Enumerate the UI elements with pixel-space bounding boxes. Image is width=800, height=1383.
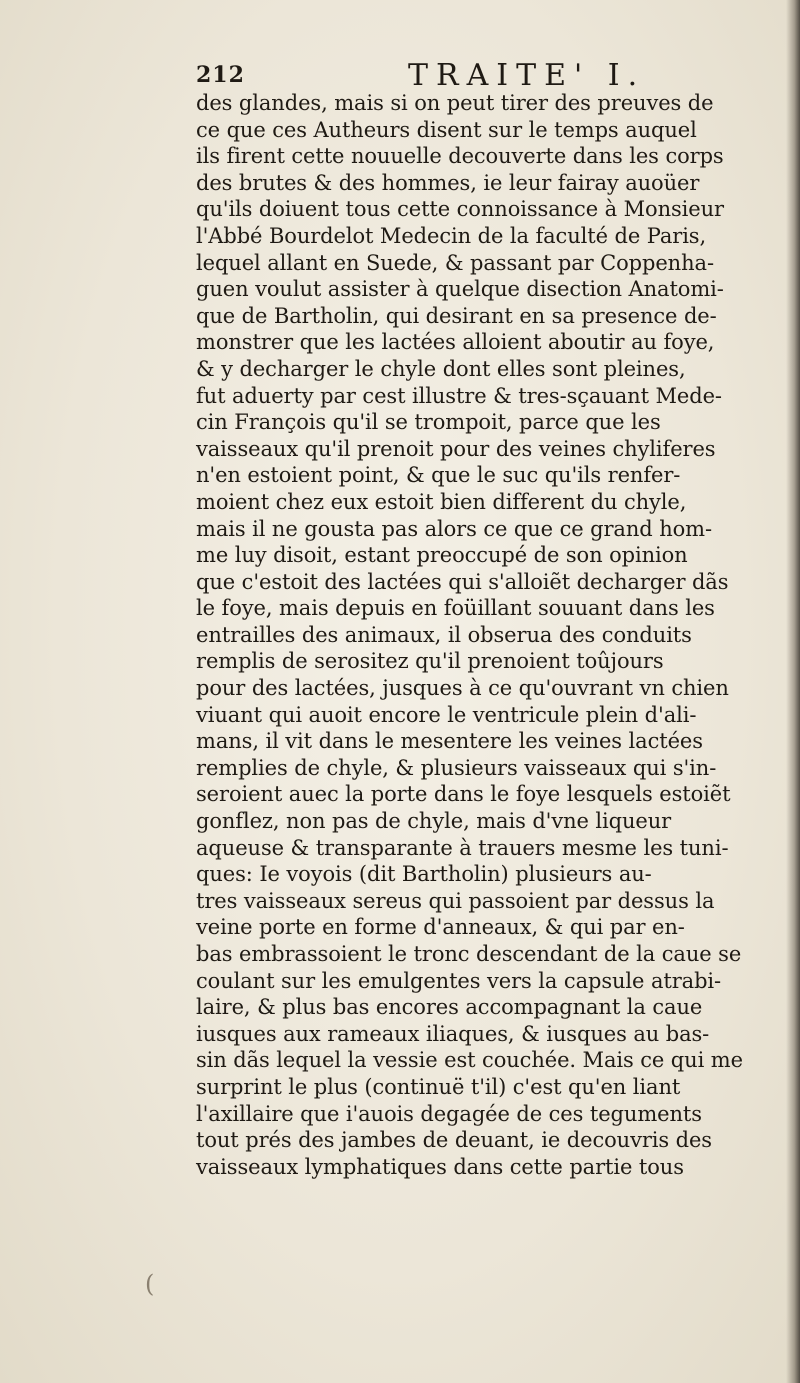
text-line: guen voulut assister à quelque disection Anatomi- bbox=[196, 277, 724, 302]
text-line: tres vaisseaux sereus qui passoient par dessus la bbox=[196, 888, 715, 913]
text-line: aqueuse & transparante à trauers mesme les tuni- bbox=[196, 835, 729, 860]
text-line: viuant qui auoit encore le ventricule plein d'ali- bbox=[196, 702, 697, 727]
text-line: & y decharger le chyle dont elles sont pleines, bbox=[196, 356, 686, 381]
page-number: 212 bbox=[196, 62, 245, 88]
text-line: n'en estoient point, & que le suc qu'ils renfer- bbox=[196, 463, 681, 488]
text-line: remplis de serositez qu'il prenoient toûjours bbox=[196, 649, 664, 674]
text-line: ce que ces Autheurs disent sur le temps auquel bbox=[196, 117, 697, 142]
text-line: ils firent cette nouuelle decouverte dans les corps bbox=[196, 144, 724, 169]
text-line: le foye, mais depuis en foüillant souuant dans les bbox=[196, 596, 715, 621]
text-line: cin François qu'il se trompoit, parce que les bbox=[196, 410, 661, 435]
text-line: monstrer que les lactées alloient aboutir au foye, bbox=[196, 330, 715, 355]
body-text bbox=[196, 90, 774, 1180]
text-line: qu'ils doiuent tous cette connoissance à Monsieur bbox=[196, 197, 724, 222]
text-line: pour des lactées, jusques à ce qu'ouvrant vn chien bbox=[196, 676, 729, 701]
text-line: remplies de chyle, & plusieurs vaisseaux qui s'in- bbox=[196, 755, 717, 780]
text-line: fut aduerty par cest illustre & tres-sçauant Mede- bbox=[196, 383, 722, 408]
text-line: moient chez eux estoit bien different du chyle, bbox=[196, 489, 687, 514]
text-line: coulant sur les emulgentes vers la capsule atrabi- bbox=[196, 968, 722, 993]
text-line: des brutes & des hommes, ie leur fairay auoüer bbox=[196, 170, 700, 195]
text-line: que de Bartholin, qui desirant en sa presence de- bbox=[196, 303, 717, 328]
text-line: iusques aux rameaux iliaques, & iusques au bas- bbox=[196, 1021, 710, 1046]
text-line: me luy disoit, estant preoccupé de son opinion bbox=[196, 543, 688, 568]
text-line: tout prés des jambes de deuant, ie decouvris des bbox=[196, 1128, 712, 1153]
text-line: sin dãs lequel la vessie est couchée. Mais ce qui me bbox=[196, 1048, 743, 1073]
text-line: l'Abbé Bourdelot Medecin de la faculté de Paris, bbox=[196, 223, 707, 248]
text-line: gonflez, non pas de chyle, mais d'vne liqueur bbox=[196, 809, 672, 834]
text-line: l'axillaire que i'auois degagée de ces teguments bbox=[196, 1101, 702, 1126]
text-line: bas embrassoient le tronc descendant de la caue se bbox=[196, 942, 742, 966]
text-line: surprint le plus (continuë t'il) c'est qu'en liant bbox=[196, 1074, 681, 1099]
page-edge-shadow bbox=[786, 0, 800, 1383]
text-line: entrailles des animaux, il obserua des conduits bbox=[196, 622, 692, 647]
text-line: vaisseaux lymphatiques dans cette partie tous bbox=[196, 1154, 684, 1179]
text-line: que c'estoit des lactées qui s'alloiẽt decharger dãs bbox=[196, 569, 729, 594]
text-line: veine porte en forme d'anneaux, & qui par en- bbox=[196, 915, 685, 940]
text-line: des glandes, mais si on peut tirer des preuves de bbox=[196, 91, 714, 115]
text-line: laire, & plus bas encores accompagnant la caue bbox=[196, 995, 703, 1020]
running-head: TRAITE' I. bbox=[408, 58, 646, 93]
text-line: ques: Ie voyois (dit Bartholin) plusieurs au- bbox=[196, 862, 652, 887]
text-line: lequel allant en Suede, & passant par Coppenha- bbox=[196, 250, 714, 275]
margin-mark: ( bbox=[145, 1270, 155, 1298]
text-line: vaisseaux qu'il prenoit pour des veines chyliferes bbox=[196, 436, 716, 461]
text-line: mais il ne gousta pas alors ce que ce grand hom- bbox=[196, 516, 712, 541]
text-line: seroient auec la porte dans le foye lesquels estoiẽt bbox=[196, 782, 731, 807]
text-line: mans, il vit dans le mesentere les veines lactées bbox=[196, 729, 703, 754]
